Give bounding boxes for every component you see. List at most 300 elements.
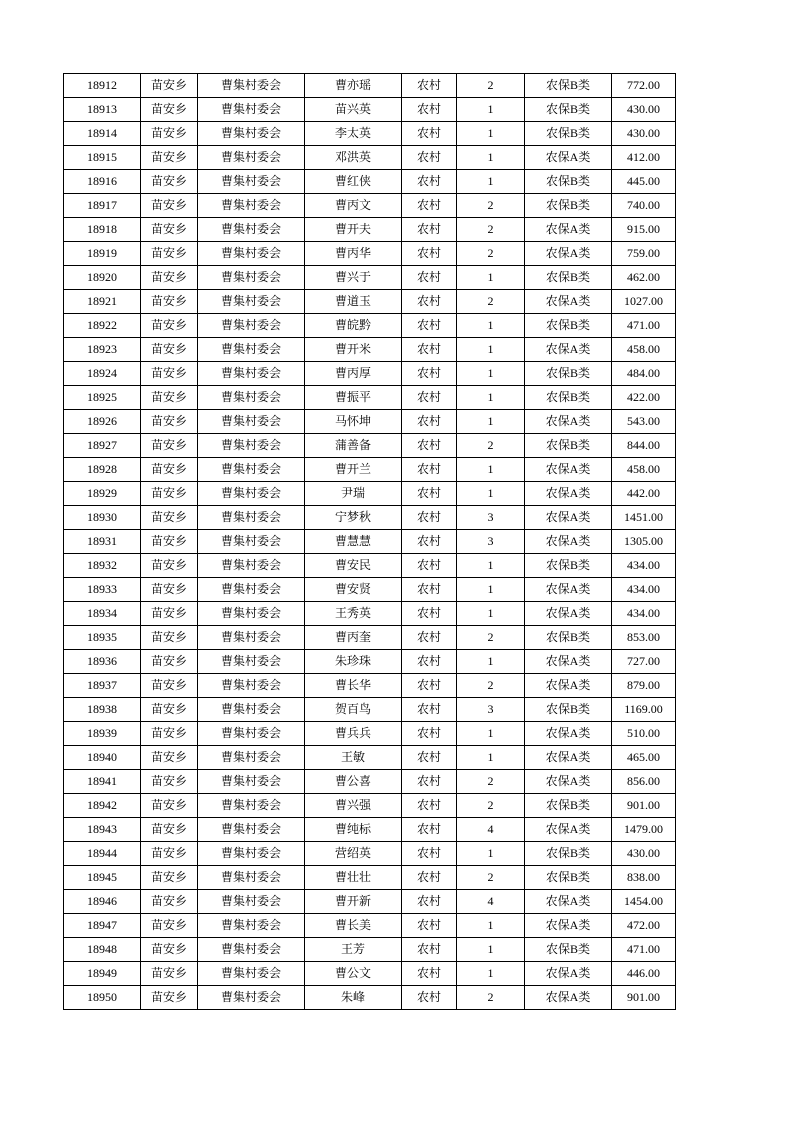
cell-person-name: 曹安贤 (305, 578, 402, 602)
cell-person-name: 曹安民 (305, 554, 402, 578)
cell-township: 苗安乡 (141, 530, 198, 554)
cell-amount: 430.00 (612, 98, 676, 122)
table-row (64, 410, 676, 434)
cell-amount: 1479.00 (612, 818, 676, 842)
cell-person-name: 尹瑞 (305, 482, 402, 506)
benefits-roster-table (63, 73, 676, 1010)
cell-amount: 772.00 (612, 74, 676, 98)
cell-person-name: 曹公喜 (305, 770, 402, 794)
cell-township: 苗安乡 (141, 770, 198, 794)
cell-record-id: 18924 (64, 362, 141, 386)
cell-township: 苗安乡 (141, 74, 198, 98)
cell-insurance-category: 农保A类 (525, 650, 612, 674)
cell-insurance-category: 农保B类 (525, 794, 612, 818)
table-row (64, 722, 676, 746)
cell-village-committee: 曹集村委会 (198, 866, 305, 890)
cell-insurance-category: 农保B类 (525, 74, 612, 98)
cell-residence-type: 农村 (402, 122, 457, 146)
cell-record-id: 18945 (64, 866, 141, 890)
cell-person-count: 1 (457, 362, 525, 386)
cell-amount: 915.00 (612, 218, 676, 242)
table-row (64, 626, 676, 650)
cell-person-count: 2 (457, 986, 525, 1010)
table-row (64, 986, 676, 1010)
cell-village-committee: 曹集村委会 (198, 410, 305, 434)
cell-village-committee: 曹集村委会 (198, 626, 305, 650)
cell-amount: 446.00 (612, 962, 676, 986)
cell-amount: 430.00 (612, 122, 676, 146)
cell-township: 苗安乡 (141, 842, 198, 866)
cell-person-count: 3 (457, 530, 525, 554)
cell-township: 苗安乡 (141, 410, 198, 434)
cell-person-count: 1 (457, 98, 525, 122)
cell-person-name: 邓洪英 (305, 146, 402, 170)
cell-person-count: 1 (457, 602, 525, 626)
cell-village-committee: 曹集村委会 (198, 482, 305, 506)
cell-residence-type: 农村 (402, 578, 457, 602)
cell-village-committee: 曹集村委会 (198, 122, 305, 146)
cell-record-id: 18948 (64, 938, 141, 962)
cell-record-id: 18928 (64, 458, 141, 482)
table-row (64, 578, 676, 602)
cell-person-name: 曹慧慧 (305, 530, 402, 554)
cell-township: 苗安乡 (141, 602, 198, 626)
cell-amount: 1451.00 (612, 506, 676, 530)
cell-township: 苗安乡 (141, 482, 198, 506)
cell-record-id: 18942 (64, 794, 141, 818)
cell-person-count: 2 (457, 794, 525, 818)
cell-insurance-category: 农保A类 (525, 218, 612, 242)
cell-person-name: 曹道玉 (305, 290, 402, 314)
cell-residence-type: 农村 (402, 674, 457, 698)
cell-amount: 458.00 (612, 338, 676, 362)
table-row (64, 746, 676, 770)
cell-record-id: 18935 (64, 626, 141, 650)
table-row (64, 386, 676, 410)
cell-person-name: 曹丙华 (305, 242, 402, 266)
cell-insurance-category: 农保A类 (525, 602, 612, 626)
cell-residence-type: 农村 (402, 722, 457, 746)
cell-village-committee: 曹集村委会 (198, 578, 305, 602)
cell-township: 苗安乡 (141, 578, 198, 602)
cell-village-committee: 曹集村委会 (198, 722, 305, 746)
table-row (64, 434, 676, 458)
cell-residence-type: 农村 (402, 242, 457, 266)
cell-amount: 901.00 (612, 986, 676, 1010)
cell-township: 苗安乡 (141, 98, 198, 122)
cell-residence-type: 农村 (402, 602, 457, 626)
cell-person-count: 3 (457, 506, 525, 530)
cell-township: 苗安乡 (141, 722, 198, 746)
cell-residence-type: 农村 (402, 818, 457, 842)
cell-insurance-category: 农保A类 (525, 722, 612, 746)
cell-record-id: 18929 (64, 482, 141, 506)
cell-person-name: 曹红侠 (305, 170, 402, 194)
cell-person-name: 曹皖黔 (305, 314, 402, 338)
cell-person-count: 1 (457, 842, 525, 866)
cell-residence-type: 农村 (402, 74, 457, 98)
cell-record-id: 18912 (64, 74, 141, 98)
cell-amount: 759.00 (612, 242, 676, 266)
cell-amount: 853.00 (612, 626, 676, 650)
cell-insurance-category: 农保B类 (525, 698, 612, 722)
cell-township: 苗安乡 (141, 434, 198, 458)
cell-record-id: 18937 (64, 674, 141, 698)
table-row (64, 218, 676, 242)
cell-insurance-category: 农保A类 (525, 986, 612, 1010)
cell-village-committee: 曹集村委会 (198, 914, 305, 938)
table-row (64, 914, 676, 938)
cell-amount: 1169.00 (612, 698, 676, 722)
cell-record-id: 18939 (64, 722, 141, 746)
cell-person-count: 4 (457, 818, 525, 842)
cell-residence-type: 农村 (402, 386, 457, 410)
cell-insurance-category: 农保B类 (525, 386, 612, 410)
cell-amount: 727.00 (612, 650, 676, 674)
cell-village-committee: 曹集村委会 (198, 314, 305, 338)
cell-record-id: 18950 (64, 986, 141, 1010)
cell-residence-type: 农村 (402, 314, 457, 338)
cell-person-name: 曹丙厚 (305, 362, 402, 386)
cell-person-name: 王芳 (305, 938, 402, 962)
table-row (64, 650, 676, 674)
table-row (64, 698, 676, 722)
cell-township: 苗安乡 (141, 986, 198, 1010)
cell-person-count: 1 (457, 386, 525, 410)
cell-person-count: 4 (457, 890, 525, 914)
cell-village-committee: 曹集村委会 (198, 986, 305, 1010)
cell-village-committee: 曹集村委会 (198, 98, 305, 122)
cell-person-name: 曹开兰 (305, 458, 402, 482)
cell-residence-type: 农村 (402, 914, 457, 938)
cell-township: 苗安乡 (141, 218, 198, 242)
cell-insurance-category: 农保A类 (525, 818, 612, 842)
cell-insurance-category: 农保A类 (525, 890, 612, 914)
cell-record-id: 18931 (64, 530, 141, 554)
cell-person-count: 1 (457, 578, 525, 602)
cell-village-committee: 曹集村委会 (198, 506, 305, 530)
cell-township: 苗安乡 (141, 290, 198, 314)
cell-residence-type: 农村 (402, 866, 457, 890)
cell-record-id: 18934 (64, 602, 141, 626)
cell-insurance-category: 农保A类 (525, 482, 612, 506)
cell-amount: 430.00 (612, 842, 676, 866)
cell-village-committee: 曹集村委会 (198, 386, 305, 410)
cell-residence-type: 农村 (402, 938, 457, 962)
cell-residence-type: 农村 (402, 794, 457, 818)
cell-village-committee: 曹集村委会 (198, 290, 305, 314)
table-row (64, 866, 676, 890)
cell-amount: 442.00 (612, 482, 676, 506)
cell-amount: 901.00 (612, 794, 676, 818)
cell-residence-type: 农村 (402, 650, 457, 674)
cell-record-id: 18919 (64, 242, 141, 266)
cell-amount: 458.00 (612, 458, 676, 482)
cell-township: 苗安乡 (141, 650, 198, 674)
cell-village-committee: 曹集村委会 (198, 458, 305, 482)
cell-person-name: 苗兴英 (305, 98, 402, 122)
cell-residence-type: 农村 (402, 362, 457, 386)
cell-person-count: 2 (457, 218, 525, 242)
cell-amount: 856.00 (612, 770, 676, 794)
cell-residence-type: 农村 (402, 434, 457, 458)
cell-residence-type: 农村 (402, 746, 457, 770)
cell-village-committee: 曹集村委会 (198, 962, 305, 986)
cell-residence-type: 农村 (402, 194, 457, 218)
cell-insurance-category: 农保A类 (525, 770, 612, 794)
cell-amount: 838.00 (612, 866, 676, 890)
cell-record-id: 18923 (64, 338, 141, 362)
cell-insurance-category: 农保B类 (525, 938, 612, 962)
cell-insurance-category: 农保B类 (525, 866, 612, 890)
cell-village-committee: 曹集村委会 (198, 530, 305, 554)
cell-village-committee: 曹集村委会 (198, 434, 305, 458)
cell-amount: 879.00 (612, 674, 676, 698)
cell-residence-type: 农村 (402, 986, 457, 1010)
cell-village-committee: 曹集村委会 (198, 146, 305, 170)
cell-insurance-category: 农保A类 (525, 290, 612, 314)
cell-residence-type: 农村 (402, 338, 457, 362)
table-row (64, 458, 676, 482)
cell-insurance-category: 农保A类 (525, 338, 612, 362)
table-row (64, 674, 676, 698)
cell-township: 苗安乡 (141, 698, 198, 722)
cell-record-id: 18913 (64, 98, 141, 122)
cell-person-name: 曹兵兵 (305, 722, 402, 746)
cell-amount: 465.00 (612, 746, 676, 770)
table-row (64, 194, 676, 218)
cell-record-id: 18932 (64, 554, 141, 578)
cell-insurance-category: 农保A类 (525, 146, 612, 170)
cell-village-committee: 曹集村委会 (198, 242, 305, 266)
cell-residence-type: 农村 (402, 842, 457, 866)
cell-record-id: 18916 (64, 170, 141, 194)
cell-record-id: 18933 (64, 578, 141, 602)
cell-insurance-category: 农保A类 (525, 506, 612, 530)
cell-township: 苗安乡 (141, 674, 198, 698)
table-row (64, 530, 676, 554)
cell-village-committee: 曹集村委会 (198, 74, 305, 98)
cell-residence-type: 农村 (402, 698, 457, 722)
table-row (64, 338, 676, 362)
cell-person-count: 2 (457, 770, 525, 794)
cell-village-committee: 曹集村委会 (198, 842, 305, 866)
table-row (64, 818, 676, 842)
table-row (64, 170, 676, 194)
cell-person-name: 贺百鸟 (305, 698, 402, 722)
cell-residence-type: 农村 (402, 770, 457, 794)
cell-person-count: 1 (457, 746, 525, 770)
cell-residence-type: 农村 (402, 554, 457, 578)
table-row (64, 842, 676, 866)
cell-person-count: 1 (457, 938, 525, 962)
cell-person-count: 1 (457, 962, 525, 986)
cell-person-name: 曹兴于 (305, 266, 402, 290)
cell-record-id: 18915 (64, 146, 141, 170)
cell-insurance-category: 农保B类 (525, 314, 612, 338)
cell-person-name: 曹壮壮 (305, 866, 402, 890)
cell-amount: 434.00 (612, 554, 676, 578)
cell-person-name: 马怀坤 (305, 410, 402, 434)
cell-record-id: 18940 (64, 746, 141, 770)
cell-village-committee: 曹集村委会 (198, 794, 305, 818)
table-row (64, 122, 676, 146)
cell-record-id: 18943 (64, 818, 141, 842)
cell-insurance-category: 农保B类 (525, 554, 612, 578)
cell-township: 苗安乡 (141, 914, 198, 938)
cell-amount: 1305.00 (612, 530, 676, 554)
cell-township: 苗安乡 (141, 554, 198, 578)
cell-residence-type: 农村 (402, 626, 457, 650)
table-row (64, 602, 676, 626)
table-row (64, 98, 676, 122)
cell-person-count: 1 (457, 122, 525, 146)
table-row (64, 362, 676, 386)
table-row (64, 890, 676, 914)
cell-township: 苗安乡 (141, 170, 198, 194)
table-row (64, 962, 676, 986)
cell-township: 苗安乡 (141, 938, 198, 962)
cell-township: 苗安乡 (141, 194, 198, 218)
table-row (64, 770, 676, 794)
cell-person-name: 蒲善备 (305, 434, 402, 458)
cell-amount: 471.00 (612, 938, 676, 962)
cell-township: 苗安乡 (141, 962, 198, 986)
cell-person-count: 3 (457, 698, 525, 722)
cell-village-committee: 曹集村委会 (198, 698, 305, 722)
cell-person-name: 营绍英 (305, 842, 402, 866)
cell-amount: 484.00 (612, 362, 676, 386)
cell-amount: 1454.00 (612, 890, 676, 914)
cell-residence-type: 农村 (402, 218, 457, 242)
cell-township: 苗安乡 (141, 146, 198, 170)
cell-person-count: 1 (457, 146, 525, 170)
cell-person-name: 曹开夫 (305, 218, 402, 242)
cell-record-id: 18949 (64, 962, 141, 986)
cell-township: 苗安乡 (141, 794, 198, 818)
cell-village-committee: 曹集村委会 (198, 194, 305, 218)
cell-person-count: 2 (457, 434, 525, 458)
cell-insurance-category: 农保A类 (525, 242, 612, 266)
table-row (64, 506, 676, 530)
table-row (64, 242, 676, 266)
cell-person-count: 1 (457, 314, 525, 338)
cell-amount: 510.00 (612, 722, 676, 746)
cell-village-committee: 曹集村委会 (198, 266, 305, 290)
cell-township: 苗安乡 (141, 242, 198, 266)
cell-township: 苗安乡 (141, 818, 198, 842)
cell-person-name: 李太英 (305, 122, 402, 146)
cell-person-count: 2 (457, 290, 525, 314)
cell-record-id: 18925 (64, 386, 141, 410)
cell-record-id: 18917 (64, 194, 141, 218)
cell-township: 苗安乡 (141, 746, 198, 770)
cell-township: 苗安乡 (141, 506, 198, 530)
cell-record-id: 18944 (64, 842, 141, 866)
cell-person-count: 1 (457, 554, 525, 578)
cell-insurance-category: 农保B类 (525, 98, 612, 122)
cell-village-committee: 曹集村委会 (198, 650, 305, 674)
cell-person-name: 曹丙文 (305, 194, 402, 218)
cell-record-id: 18927 (64, 434, 141, 458)
table-row (64, 290, 676, 314)
cell-insurance-category: 农保B类 (525, 122, 612, 146)
cell-record-id: 18914 (64, 122, 141, 146)
cell-person-name: 朱珍珠 (305, 650, 402, 674)
cell-record-id: 18941 (64, 770, 141, 794)
cell-record-id: 18930 (64, 506, 141, 530)
cell-residence-type: 农村 (402, 530, 457, 554)
cell-person-name: 曹丙奎 (305, 626, 402, 650)
cell-village-committee: 曹集村委会 (198, 170, 305, 194)
cell-insurance-category: 农保B类 (525, 194, 612, 218)
cell-residence-type: 农村 (402, 482, 457, 506)
cell-township: 苗安乡 (141, 458, 198, 482)
cell-record-id: 18920 (64, 266, 141, 290)
cell-record-id: 18926 (64, 410, 141, 434)
cell-person-name: 曹纯标 (305, 818, 402, 842)
cell-residence-type: 农村 (402, 890, 457, 914)
cell-residence-type: 农村 (402, 458, 457, 482)
cell-township: 苗安乡 (141, 362, 198, 386)
cell-amount: 543.00 (612, 410, 676, 434)
cell-amount: 844.00 (612, 434, 676, 458)
cell-residence-type: 农村 (402, 962, 457, 986)
cell-amount: 434.00 (612, 602, 676, 626)
cell-residence-type: 农村 (402, 98, 457, 122)
cell-record-id: 18947 (64, 914, 141, 938)
cell-village-committee: 曹集村委会 (198, 890, 305, 914)
table-body (64, 74, 676, 1010)
cell-township: 苗安乡 (141, 338, 198, 362)
cell-amount: 472.00 (612, 914, 676, 938)
cell-amount: 422.00 (612, 386, 676, 410)
cell-village-committee: 曹集村委会 (198, 818, 305, 842)
table-row (64, 482, 676, 506)
cell-residence-type: 农村 (402, 266, 457, 290)
cell-village-committee: 曹集村委会 (198, 746, 305, 770)
cell-person-name: 曹亦瑶 (305, 74, 402, 98)
cell-person-name: 朱峰 (305, 986, 402, 1010)
cell-record-id: 18938 (64, 698, 141, 722)
cell-person-count: 2 (457, 74, 525, 98)
cell-person-count: 2 (457, 194, 525, 218)
cell-township: 苗安乡 (141, 122, 198, 146)
cell-person-count: 1 (457, 722, 525, 746)
cell-record-id: 18918 (64, 218, 141, 242)
cell-amount: 445.00 (612, 170, 676, 194)
cell-residence-type: 农村 (402, 506, 457, 530)
cell-person-count: 2 (457, 626, 525, 650)
cell-township: 苗安乡 (141, 314, 198, 338)
cell-insurance-category: 农保B类 (525, 434, 612, 458)
cell-village-committee: 曹集村委会 (198, 554, 305, 578)
cell-village-committee: 曹集村委会 (198, 674, 305, 698)
cell-amount: 1027.00 (612, 290, 676, 314)
cell-person-name: 曹长美 (305, 914, 402, 938)
cell-insurance-category: 农保A类 (525, 962, 612, 986)
cell-residence-type: 农村 (402, 410, 457, 434)
table-row (64, 314, 676, 338)
cell-residence-type: 农村 (402, 170, 457, 194)
cell-person-name: 曹开新 (305, 890, 402, 914)
cell-insurance-category: 农保B类 (525, 626, 612, 650)
cell-insurance-category: 农保A类 (525, 578, 612, 602)
cell-person-name: 曹开米 (305, 338, 402, 362)
cell-person-count: 1 (457, 914, 525, 938)
cell-person-count: 1 (457, 266, 525, 290)
cell-record-id: 18921 (64, 290, 141, 314)
